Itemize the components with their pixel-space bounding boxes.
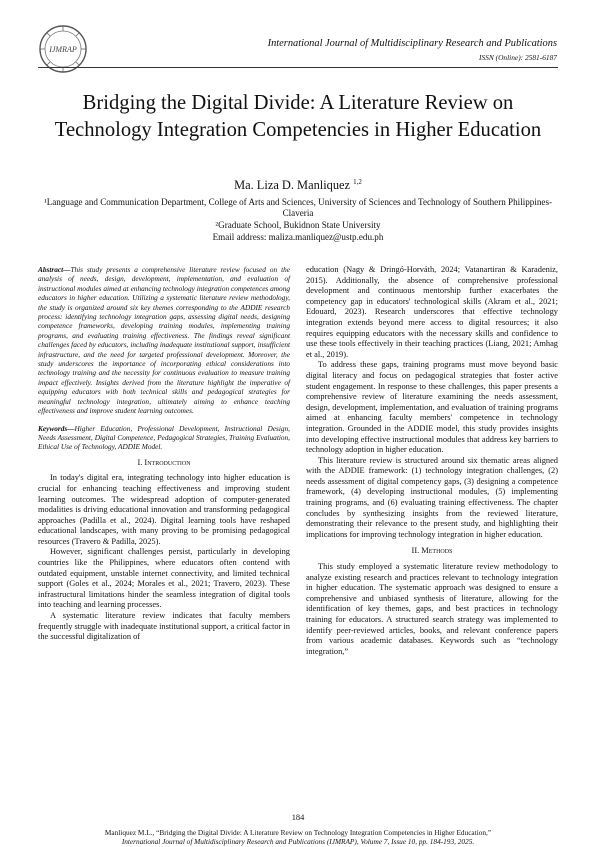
intro-paragraph-2: However, significant challenges persist, particularly in developing countries like the Philippines, where educators often contend with outdated equipment, unstable internet connectivity, and limited technical support (Goles et al., 2024; Morales et al., 2021; Travero, 2023). These infrastructural limitations hinder the seamless integration of digital tools into teaching and learning processes. [38, 547, 290, 610]
author-email[interactable]: Email address: maliza.manliquez@ustp.edu.ph [212, 232, 384, 242]
keywords [38, 424, 290, 452]
intro-paragraph-4: To address these gaps, training programs must move beyond basic digital literacy and focus on pedagogical strategies that foster active student engagement. In response to these challenges, this paper presents a comprehensive review of literature examining the needs assessment, design, development, implementation, and evaluation of training programs aimed at enhancing faculty members' competence in technology integration. Grounded in the ADDIE model, this study provides insights into developing effective instructional modules that address key barriers to technology adoption in higher education. [306, 360, 558, 455]
keywords-label: Keywords— [38, 423, 75, 433]
intro-paragraph-3: A systematic literature review indicates that faculty members frequently struggle with inadequate institutional support, a critical factor in the successful digitalization of [38, 611, 290, 642]
footer-citation-line-2: International Journal of Multidisciplinary Research and Publications (IJMRAP), Volume 7, Issue 10, pp. 184-193, 2025. [121, 837, 475, 847]
issn: ISSN (Online): 2581-6187 [479, 53, 557, 62]
right-column [306, 265, 558, 657]
section-heading-introduction: I. Introduction [137, 457, 191, 467]
journal-title: International Journal of Multidisciplinary Research and Publications [267, 38, 557, 49]
footer-citation [38, 828, 558, 847]
header-rule [38, 67, 558, 68]
abstract-text: This study presents a comprehensive literature review focused on the analysis of needs, design, development, implementation, and evaluation of instructional modules aimed at enhancing technology integration competences among educators in higher education. Utilizing a systematic literature review methodology, the study is organized around six key themes corresponding to the ADDIE research process: identifying technology integration gaps, assessing digital needs, designing competence frameworks, developing training modules, implementing training programs, and evaluating training effectiveness. The findings reveal significant challenges faced by educators, including inadequate institutional support, insufficient infrastructure, and the need for targeted professional development. Moreover, the study underscores the importance of incorporating ethical considerations into technology training and the necessity for continuous evaluation to measure training impact effectively. Insights derived from the literature highlight the imperative of equipping educators with both technical skills and pedagogical strategies for meaningful technology integration, ultimately aiming to enhance teaching effectiveness and improve student learning outcomes. [38, 265, 290, 416]
paper-title: Bridging the Digital Divide: A Literature Review on Technology Integration Competencies in Higher Education [54, 92, 542, 141]
author-text: Ma. Liza D. Manliquez [234, 178, 351, 193]
abstract [38, 265, 290, 416]
keywords-text: Higher Education, Professional Development, Instructional Design, Needs Assessment, Digital Competence, Pedagogical Strategies, Training Evaluation, Ethical Use of Technology, ADDIE Model. [38, 423, 290, 452]
methods-paragraph-1: This study employed a systematic literature review methodology to analyze existing research and practices relevant to technology integration in higher education. The systematic approach was designed to ensure a comprehensive and unbiased synthesis of literature, allowing for the identification of key themes, gaps, and best practices in technology training for educators. A structured search strategy was implemented to identify peer-reviewed articles, books, and relevant conference papers from various academic databases. Keywords such as “technology integration,” [306, 562, 558, 656]
author-name [38, 178, 558, 193]
abstract-label: Abstract— [38, 265, 71, 274]
page-number: 184 [291, 813, 305, 822]
intro-paragraph-1: In today's digital era, integrating technology into higher education is crucial for enhancing teaching effectiveness and improving student learning outcomes. The widespread adoption of computer-generated modalities is driving educational innovation and transforming pedagogical approaches (Padilla et al., 2024). Digital learning tools have reshaped educational landscapes, with many proving to be promising pedagogical resources (Travero & Padilla, 2025). [38, 473, 290, 546]
svg-text:IJMRAP: IJMRAP [49, 45, 77, 54]
footer-citation-line-1: Manliquez M.L., “Bridging the Digital Divide: A Literature Review on Technology Integration Competencies in Higher Education,” [104, 828, 492, 837]
intro-paragraph-3-continued: education (Nagy & Dringó-Horváth, 2024; Vatanartiran & Karadeniz, 2015). Additionally, the absence of comprehensive professional development and continuous mentorship further exacerbates the competency gap in educators' technological skills (Akram et al., 2021; Edouard, 2023). Research underscores that effective technology integration extends beyond mere access to digital resources; it also requires equipping educators with the necessary skills and confidence to use these tools effectively in their teaching practices (Liang, 2021; Amhag et al., 2019). [306, 265, 558, 359]
affiliation-1: ¹Language and Communication Department, College of Arts and Sciences, University of Sciences and Technology of Southern Philippines-Claveria [43, 197, 553, 218]
section-heading-methods: II. Methods [411, 546, 453, 556]
author-affiliation-marks: 1,2 [353, 178, 362, 186]
left-column [38, 265, 290, 643]
affiliation-2: ²Graduate School, Bukidnon State University [215, 220, 381, 230]
intro-paragraph-5: This literature review is structured around six thematic areas aligned with the ADDIE framework: (1) technology integration challenges, (2) needs assessment of digital competency gaps, (3) designing a competence framework, (4) developing instructional modules, (5) implementing training programs, and (6) evaluating training effectiveness. The chapter concludes by synthesizing insights from the reviewed literature, demonstrating their relevance to the present study, and highlighting their implications for improving technology integration in higher education. [306, 455, 558, 539]
